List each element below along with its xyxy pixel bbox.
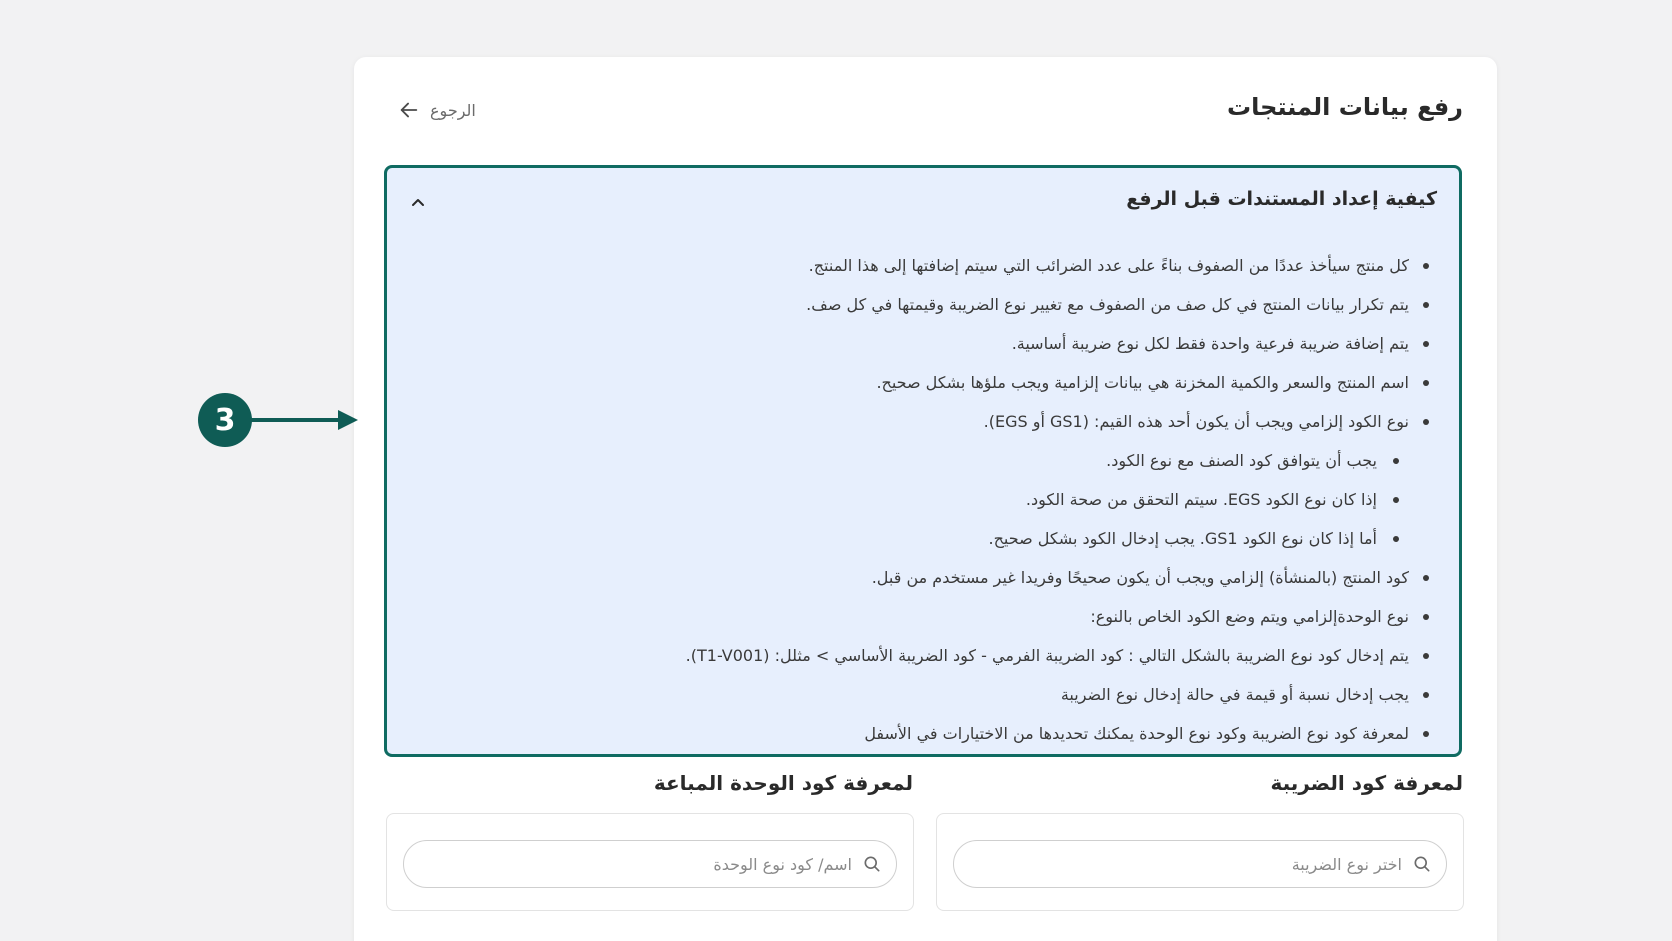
collapse-button[interactable] (407, 192, 429, 214)
list-item: يتم إضافة ضريبة فرعية واحدة فقط لكل نوع ضريبة أساسية. (419, 324, 1429, 363)
list-item: كل منتج سيأخذ عددًا من الصفوف بناءً على عدد الضرائب التي سيتم إضافتها إلى هذا المنتج. (419, 246, 1429, 285)
list-item: يجب إدخال نسبة أو قيمة في حالة إدخال نوع الضريبة (419, 675, 1429, 714)
search-icon (1412, 854, 1432, 874)
tax-lookup-card (936, 813, 1464, 911)
back-button[interactable] (398, 99, 476, 121)
unit-search-box[interactable] (403, 840, 897, 888)
instructions-panel (384, 165, 1462, 757)
unit-type-search-input[interactable] (418, 854, 854, 875)
back-label: الرجوع (430, 100, 476, 120)
unit-code-label: لمعرفة كود الوحدة المباعة (653, 771, 913, 795)
unit-lookup-card (386, 813, 914, 911)
list-item: نوع الكود إلزامي ويجب أن يكون أحد هذه القيم: (GS1 أو EGS). (419, 402, 1429, 441)
sub-list-item: أما إذا كان نوع الكود GS1. يجب إدخال الكود بشكل صحيح. (419, 519, 1429, 558)
instructions-list (419, 246, 1429, 753)
list-item: لمعرفة كود نوع الضريبة وكود نوع الوحدة يمكنك تحديدها من الاختيارات في الأسفل (419, 714, 1429, 753)
list-item: كود المنتج (بالمنشأة) إلزامي ويجب أن يكون صحيحًا وفريدا غير مستخدم من قبل. (419, 558, 1429, 597)
step-badge: 3 (198, 393, 252, 447)
search-icon (862, 854, 882, 874)
chevron-up-icon (410, 195, 426, 211)
sub-list-item: يجب أن يتوافق كود الصنف مع نوع الكود. (419, 441, 1429, 480)
page-title: رفع بيانات المنتجات (1227, 93, 1463, 121)
tax-search-box[interactable] (953, 840, 1447, 888)
arrow-right-icon (250, 408, 360, 432)
tax-code-label: لمعرفة كود الضريبة (1270, 771, 1463, 795)
list-item: يتم تكرار بيانات المنتج في كل صف من الصفوف مع تغيير نوع الضريبة وقيمتها في كل صف. (419, 285, 1429, 324)
instructions-title: كيفية إعداد المستندات قبل الرفع (1126, 188, 1437, 210)
arrow-left-icon (398, 99, 420, 121)
list-item: نوع الوحدةإلزامي ويتم وضع الكود الخاص بالنوع: (419, 597, 1429, 636)
tax-type-search-input[interactable] (968, 854, 1404, 875)
list-item: اسم المنتج والسعر والكمية المخزنة هي بيانات إلزامية ويجب ملؤها بشكل صحيح. (419, 363, 1429, 402)
sub-list-item: إذا كان نوع الكود EGS. سيتم التحقق من صحة الكود. (419, 480, 1429, 519)
upload-card (354, 57, 1497, 941)
list-item: يتم إدخال كود نوع الضريبة بالشكل التالي : كود الضريبة الفرمي - كود الضريبة الأساسي > مثلل: (T1-V001). (419, 636, 1429, 675)
